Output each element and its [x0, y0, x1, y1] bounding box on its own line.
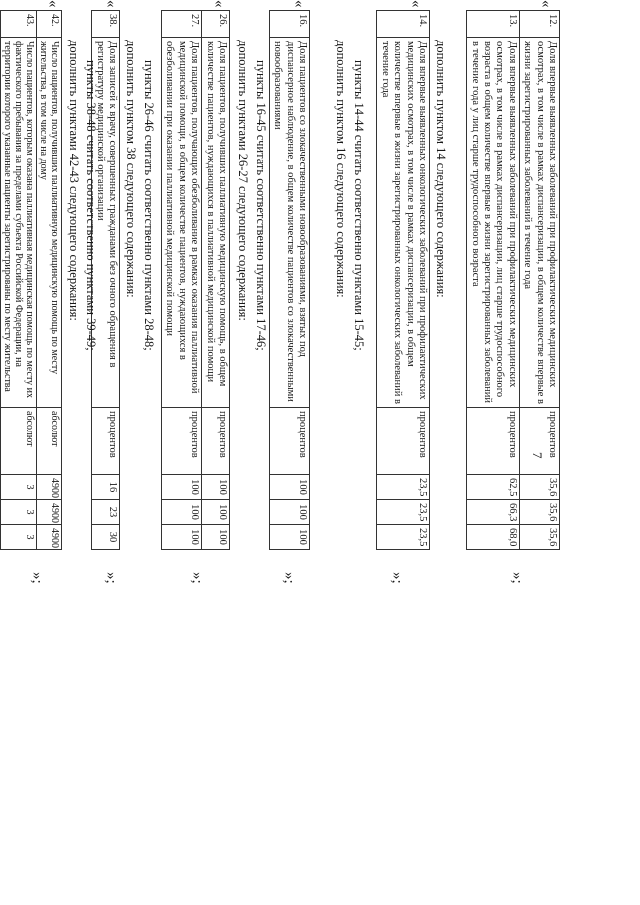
row-text: Доля пациентов со злокачественными новообразованиями, взятых под диспансерное наблюдение, в общем количестве пациентов со злокачественными новообразованиями	[269, 38, 309, 408]
quote-open: «	[291, 0, 307, 8]
quote-close: »;	[29, 572, 45, 584]
row-value: 4900	[37, 525, 62, 550]
row-text: Число пациентов, которым оказана паллиативная медицинская помощь по месту их фактического пребывания за пределами субъекта Российской Федерации, на территории которого указанные пациенты зарегистрированы по месту жительства	[1, 38, 37, 408]
row-value: 23,5	[377, 525, 430, 550]
row-number: 42.	[37, 11, 62, 38]
row-value: 100	[202, 500, 230, 525]
indicator-table	[0, 10, 62, 550]
row-value: 23	[92, 500, 120, 525]
row-unit: абсолют	[37, 408, 62, 475]
row-text: Доля записей к врачу, совершенных гражданами без очного обращения в регистратуру медицинской организации	[92, 38, 120, 408]
row-value: 4900	[37, 475, 62, 500]
amendment-text: пункты 14-44 считать соответственно пунктами 15-45;	[352, 60, 366, 351]
row-text: Доля пациентов, получающих обезболивание в рамках оказания паллиативной медицинской помощи, в общем количестве пациентов, нуждающихся в обезболивании при оказании паллиативной медицинской помощи	[162, 38, 202, 408]
row-text: Доля пациентов, получивших паллиативную медицинскую помощь, в общем количестве пациентов, нуждающихся в паллиативной медицинской помощи	[202, 38, 230, 408]
row-value: 100	[269, 500, 309, 525]
quote-open: «	[45, 0, 61, 8]
amendment-text: пункты 16-45 считать соответственно пунктами 17-46;	[254, 60, 268, 351]
row-number: 16.	[269, 11, 309, 38]
row-value: 100	[202, 475, 230, 500]
row-value: 30	[92, 525, 120, 550]
row-number: 27.	[162, 11, 202, 38]
row-value: 35,6	[519, 500, 559, 525]
quote-open: «	[408, 0, 424, 8]
quote-open: «	[211, 0, 227, 8]
indicator-table	[466, 10, 560, 550]
amendment-text: дополнить пунктами 42-43 следующего содержания:	[67, 40, 81, 321]
row-number: 13.	[467, 11, 520, 38]
row-text: Доля впервые выявленных онкологических заболеваний при профилактических медицинских осмотрах, в том числе в рамках диспансеризации, в общем количестве впервые в жизни зарегистрированных онкологических заболеваний в течение года	[377, 38, 430, 408]
amendment-text: дополнить пунктом 14 следующего содержания:	[434, 40, 448, 298]
quote-close: »;	[389, 572, 405, 584]
row-number: 12.	[519, 11, 559, 38]
table-row	[467, 11, 520, 550]
row-number: 43.	[1, 11, 37, 38]
row-unit: процентов	[377, 408, 430, 475]
amendment-text: пункты 26-46 считать соответственно пунктами 28-48;	[142, 60, 156, 351]
table-row	[269, 11, 309, 550]
row-value: 35,6	[519, 525, 559, 550]
quote-close: »;	[509, 572, 525, 584]
row-value: 3	[1, 475, 37, 500]
quote-close: »;	[281, 572, 297, 584]
table-row	[1, 11, 37, 550]
rotated-content	[2, 0, 600, 905]
row-value: 66,3	[467, 500, 520, 525]
row-value: 100	[162, 500, 202, 525]
indicator-table	[269, 10, 310, 550]
table-row	[202, 11, 230, 550]
row-text: Число пациентов, получивших паллиативную медицинскую помощь по месту жительства, в том числе на дому	[37, 38, 62, 408]
row-value: 35,6	[519, 475, 559, 500]
row-number: 14.	[377, 11, 430, 38]
amendment-text: дополнить пунктом 38 следующего содержания:	[124, 40, 138, 298]
row-unit: процентов	[467, 408, 520, 475]
row-text: Доля впервые выявленных заболеваний при профилактических медицинских осмотрах, в том числе в рамках диспансеризации, в общем количестве впервые в жизни зарегистрированных заболеваний в течение года	[519, 38, 559, 408]
row-number: 38.	[92, 11, 120, 38]
row-value: 3	[1, 525, 37, 550]
row-unit: процентов	[202, 408, 230, 475]
amendment-text: дополнить пунктом 16 следующего содержания:	[334, 40, 348, 298]
row-value: 23,5	[377, 475, 430, 500]
quote-open: «	[538, 0, 554, 8]
row-value: 3	[1, 500, 37, 525]
row-number: 26.	[202, 11, 230, 38]
table-row	[377, 11, 430, 550]
row-value: 100	[162, 525, 202, 550]
row-unit: абсолют	[1, 408, 37, 475]
row-unit: процентов	[162, 408, 202, 475]
row-text: Доля впервые выявленных заболеваний при профилактических медицинских осмотрах, в том числе в рамках диспансеризации, лиц старше трудоспособного возраста в общем количестве впервые в жизни зарегистрированных заболеваний в течение года у лиц старше трудоспособного возраста	[467, 38, 520, 408]
row-value: 23,5	[377, 500, 430, 525]
amendment-text: дополнить пунктами 26-27 следующего содержания:	[236, 40, 250, 321]
row-value: 100	[202, 525, 230, 550]
row-unit: процентов	[269, 408, 309, 475]
table-row	[37, 11, 62, 550]
row-unit: процентов	[519, 408, 559, 475]
page-number: 7	[530, 452, 545, 459]
table-row	[519, 11, 559, 550]
row-value: 100	[269, 525, 309, 550]
table-row	[162, 11, 202, 550]
indicator-table	[161, 10, 230, 550]
row-unit: процентов	[92, 408, 120, 475]
quote-close: »;	[189, 572, 205, 584]
amendment-text: пункты 38-48 считать соответственно пунктами 39-49;	[84, 60, 98, 351]
row-value: 100	[269, 475, 309, 500]
indicator-table	[377, 10, 431, 550]
quote-close: »;	[103, 572, 119, 584]
row-value: 100	[162, 475, 202, 500]
row-value: 4900	[37, 500, 62, 525]
row-value: 68,0	[467, 525, 520, 550]
quote-open: «	[103, 0, 119, 8]
row-value: 16	[92, 475, 120, 500]
row-value: 62,5	[467, 475, 520, 500]
